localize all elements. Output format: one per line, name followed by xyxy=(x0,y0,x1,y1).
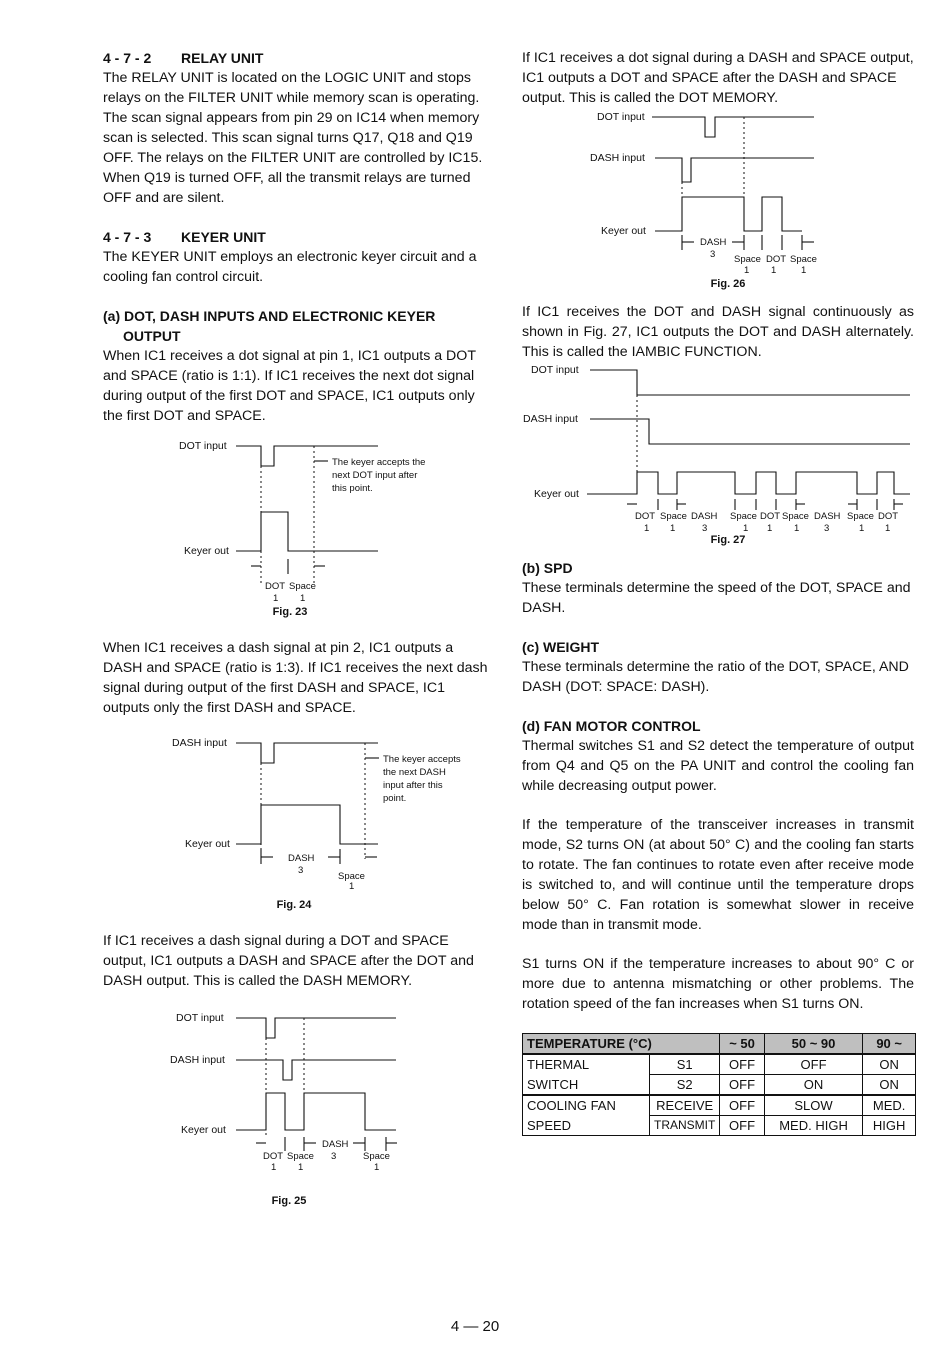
fig25-keyer-waveform xyxy=(236,1093,396,1130)
table-cell: OFF xyxy=(764,1054,863,1075)
table-row xyxy=(523,1054,916,1075)
table-cell: ON xyxy=(863,1075,916,1096)
table-cell: TRANSMIT xyxy=(650,1116,720,1136)
fig23-note-line: this point. xyxy=(332,483,373,494)
fig26-dot-ratio: 1 xyxy=(771,265,777,276)
section-number: 4 - 7 - 3 xyxy=(103,229,152,245)
table-header-row xyxy=(523,1034,916,1055)
fig24-dash-label: DASH xyxy=(288,853,315,864)
figure-24 xyxy=(103,737,495,911)
fan-paragraph-3: S1 turns ON if the temperature increases to about 90° C or more due to antenna mismatching or other problems. The rotation speed of the fan increases when S1 turns ON. xyxy=(522,956,914,1012)
fan-paragraph-1: Thermal switches S1 and S2 detect the temperature of output from Q4 and Q5 on the PA UNIT and control the cooling fan while decreasing output power. xyxy=(522,738,914,794)
table-cell: SWITCH xyxy=(523,1075,650,1096)
relay-paragraph: The RELAY UNIT is located on the LOGIC UNIT and stops relays on the FILTER UNIT while memory scan is operating. The scan signal appears from pin 29 on IC14 when memory scan is selected. This scan signal turns Q17, Q18 and Q19 OFF. The relays on the FILTER UNIT are controlled by IC15. When Q19 is turned OFF, all the transmit relays are turned OFF and are silent. xyxy=(103,70,483,206)
figure-26 xyxy=(522,110,914,290)
fig27-seq-label: DASH xyxy=(814,511,841,522)
fig23-dot-label: DOT xyxy=(265,581,286,592)
fig26-space-label: Space xyxy=(734,254,761,265)
fig27-dot-waveform xyxy=(590,370,910,395)
fig27-ratio-label: 1 xyxy=(885,523,891,534)
subheading-spd: (b) SPD xyxy=(522,560,573,576)
fig25-dash-input-label: DASH input xyxy=(170,1054,225,1066)
fig26-space-ratio: 1 xyxy=(744,265,750,276)
table-cell: OFF xyxy=(720,1116,764,1136)
fig25-space-label-2: Space xyxy=(363,1151,390,1162)
figure-27 xyxy=(522,362,914,546)
fig26-dash-ratio: 3 xyxy=(710,249,716,260)
table-cell: ON xyxy=(863,1054,916,1075)
fig27-diagram xyxy=(522,362,914,534)
fig23-space-label: Space xyxy=(289,581,316,592)
figure-23 xyxy=(103,434,495,618)
spd-paragraph: These terminals determine the speed of the DOT, SPACE and DASH. xyxy=(522,580,911,616)
fig24-space-ratio: 1 xyxy=(349,881,355,889)
fig27-seq-label: Space xyxy=(782,511,809,522)
figure-25 xyxy=(103,1011,495,1207)
section-heading-keyer xyxy=(103,227,495,247)
table-header-cell: TEMPERATURE (°C) xyxy=(523,1034,720,1055)
fig26-dot-input-label: DOT input xyxy=(597,111,645,123)
table-cell: THERMAL xyxy=(523,1054,650,1075)
fig23-dot-input-label: DOT input xyxy=(179,440,227,452)
table-cell: MED. xyxy=(863,1095,916,1116)
left-column xyxy=(103,48,495,1207)
fig24-dash-waveform xyxy=(236,743,378,763)
fig26-dash-input-label: DASH input xyxy=(590,152,645,164)
section-title: KEYER UNIT xyxy=(181,229,266,245)
fig27-seq-label: DOT xyxy=(878,511,899,522)
section-number: 4 - 7 - 2 xyxy=(103,50,152,66)
fig25-diagram xyxy=(103,1011,495,1171)
fan-paragraph-2: If the temperature of the transceiver increases in transmit mode, S2 turns ON (at about 50° C) and the cooling fan starts to rotate. The fan continues to rotate even after receive mode is switched to, and will continue until the temperature drops below 50° C. Fan rotation is somewhat slower in receive mode than in transmit mode. xyxy=(522,817,914,933)
table-header-cell: ~ 50 xyxy=(720,1034,764,1055)
fig27-keyer-waveform xyxy=(587,472,910,494)
fig26-keyer-waveform xyxy=(655,197,802,231)
fig23-keyer-waveform xyxy=(236,512,378,551)
table-cell: ON xyxy=(764,1075,863,1096)
weight-paragraph: These terminals determine the ratio of the DOT, SPACE, AND DASH (DOT: SPACE: DASH). xyxy=(522,659,909,695)
fig25-dot-input-label: DOT input xyxy=(176,1012,224,1024)
table-cell: OFF xyxy=(720,1075,764,1096)
fig27-ratio-label: 3 xyxy=(824,523,830,534)
fig27-seq-label: Space xyxy=(847,511,874,522)
table-row xyxy=(523,1095,916,1116)
table-cell: RECEIVE xyxy=(650,1095,720,1116)
fig23-note-line: The keyer accepts the xyxy=(332,457,426,468)
fig24-note-line: point. xyxy=(383,793,407,804)
fig27-dash-input-label: DASH input xyxy=(523,413,578,425)
dash-memory-paragraph: If IC1 receives a dash signal during a DOT and SPACE output, IC1 outputs a DASH and SPACE after the DOT and DASH output. This is called the DASH MEMORY. xyxy=(103,933,474,989)
subheading-weight: (c) WEIGHT xyxy=(522,639,599,655)
fig27-ratio-label: 1 xyxy=(670,523,676,534)
section-heading-relay xyxy=(103,48,495,68)
right-column xyxy=(522,48,914,1136)
table-cell: HIGH xyxy=(863,1116,916,1136)
fig27-ratio-label: 1 xyxy=(859,523,865,534)
table-header-cell: 90 ~ xyxy=(863,1034,916,1055)
subheading-dot-dash: (a) DOT, DASH INPUTS AND ELECTRONIC KEYER OUTPUT xyxy=(103,308,436,344)
iambic-paragraph: If IC1 receives the DOT and DASH signal continuously as shown in Fig. 27, IC1 outputs the DOT and DASH alternately. This is called the IAMBIC FUNCTION. xyxy=(522,304,914,360)
fig26-space-ratio-2: 1 xyxy=(801,265,807,276)
fig25-keyer-out-label: Keyer out xyxy=(181,1124,226,1136)
fig27-ratio-label: 1 xyxy=(743,523,749,534)
section-title: RELAY UNIT xyxy=(181,50,264,66)
fig25-dot-ratio: 1 xyxy=(271,1162,277,1171)
fig25-space-ratio-2: 1 xyxy=(374,1162,380,1171)
fig23-note-line: next DOT input after xyxy=(332,470,418,481)
table-cell: MED. HIGH xyxy=(764,1116,863,1136)
fig25-space-label: Space xyxy=(287,1151,314,1162)
fig27-caption: Fig. 27 xyxy=(710,534,746,546)
fig26-caption: Fig. 26 xyxy=(710,278,746,290)
dot-memory-paragraph: If IC1 receives a dot signal during a DASH and SPACE output, IC1 outputs a DOT and SPACE after the DASH and SPACE output. This is called the DOT MEMORY. xyxy=(522,50,914,106)
table-cell: OFF xyxy=(720,1095,764,1116)
fig27-ratio-label: 1 xyxy=(767,523,773,534)
fig27-ticks xyxy=(627,499,903,510)
fig25-dash-waveform xyxy=(236,1060,396,1080)
fig23-diagram xyxy=(103,434,495,606)
fig25-space-ratio: 1 xyxy=(298,1162,304,1171)
table-row xyxy=(523,1116,916,1136)
fig24-caption: Fig. 24 xyxy=(276,899,312,911)
fig27-seq-label: DOT xyxy=(760,511,781,522)
fig24-dash-ratio: 3 xyxy=(298,865,304,876)
fig24-keyer-out-label: Keyer out xyxy=(185,838,230,850)
fig27-seq-label: Space xyxy=(660,511,687,522)
fig24-dash-input-label: DASH input xyxy=(172,737,227,749)
page-number: 4 — 20 xyxy=(450,1318,500,1335)
fig27-ratio-label: 1 xyxy=(794,523,800,534)
fig27-dot-input-label: DOT input xyxy=(531,364,579,376)
table-cell: SPEED xyxy=(523,1116,650,1136)
fig26-keyer-out-label: Keyer out xyxy=(601,225,646,237)
dash-paragraph: When IC1 receives a dash signal at pin 2, IC1 outputs a DASH and SPACE (ratio is 1:3). If IC1 receives the next dash signal during output of the first DASH and SPACE, IC1 outputs only the first DASH and SPACE. xyxy=(103,640,488,716)
fig25-dot-waveform xyxy=(236,1018,396,1038)
fig27-dash-waveform xyxy=(590,419,910,444)
fig24-diagram xyxy=(103,737,495,889)
fig26-dot-waveform xyxy=(652,117,814,137)
fig27-seq-label: Space xyxy=(730,511,757,522)
table-cell: S1 xyxy=(650,1054,720,1075)
table-cell: SLOW xyxy=(764,1095,863,1116)
fig25-caption: Fig. 25 xyxy=(271,1195,307,1207)
fig23-caption: Fig. 23 xyxy=(272,606,308,618)
temperature-table xyxy=(522,1033,916,1136)
fig24-note-line: the next DASH xyxy=(383,767,446,778)
table-cell: S2 xyxy=(650,1075,720,1096)
table-header-cell: 50 ~ 90 xyxy=(764,1034,863,1055)
table-cell: COOLING FAN xyxy=(523,1095,650,1116)
table-row xyxy=(523,1075,916,1096)
fig27-keyer-out-label: Keyer out xyxy=(534,488,579,500)
fig27-seq-label: DASH xyxy=(691,511,718,522)
fig27-ratio-label: 1 xyxy=(644,523,650,534)
dot-paragraph: When IC1 receives a dot signal at pin 1, IC1 outputs a DOT and SPACE (ratio is 1:1). If IC1 receives the next dot signal during output of the first DOT and SPACE, IC1 outputs only the first DOT and SPACE. xyxy=(103,348,476,424)
table-cell: OFF xyxy=(720,1054,764,1075)
keyer-paragraph: The KEYER UNIT employs an electronic keyer circuit and a cooling fan control circuit. xyxy=(103,249,477,285)
fig26-dash-label: DASH xyxy=(700,237,727,248)
subheading-fan-motor: (d) FAN MOTOR CONTROL xyxy=(522,718,701,734)
fig25-dash-label: DASH xyxy=(322,1139,349,1150)
fig24-space-label: Space xyxy=(338,871,365,882)
fig23-keyer-out-label: Keyer out xyxy=(184,545,229,557)
fig27-ratio-label: 3 xyxy=(702,523,708,534)
fig26-space-label-2: Space xyxy=(790,254,817,265)
fig24-note-line: input after this xyxy=(383,780,443,791)
fig26-diagram xyxy=(522,110,914,278)
fig25-dash-ratio: 3 xyxy=(331,1151,337,1162)
fig25-dot-label: DOT xyxy=(263,1151,284,1162)
fig24-note-line: The keyer accepts xyxy=(383,754,461,765)
fig26-dot-label: DOT xyxy=(766,254,787,265)
fig23-space-ratio: 1 xyxy=(300,593,306,604)
fig23-dot-ratio: 1 xyxy=(273,593,279,604)
fig24-keyer-waveform xyxy=(236,805,378,844)
fig26-dash-waveform xyxy=(655,158,814,182)
fig27-seq-label: DOT xyxy=(635,511,656,522)
